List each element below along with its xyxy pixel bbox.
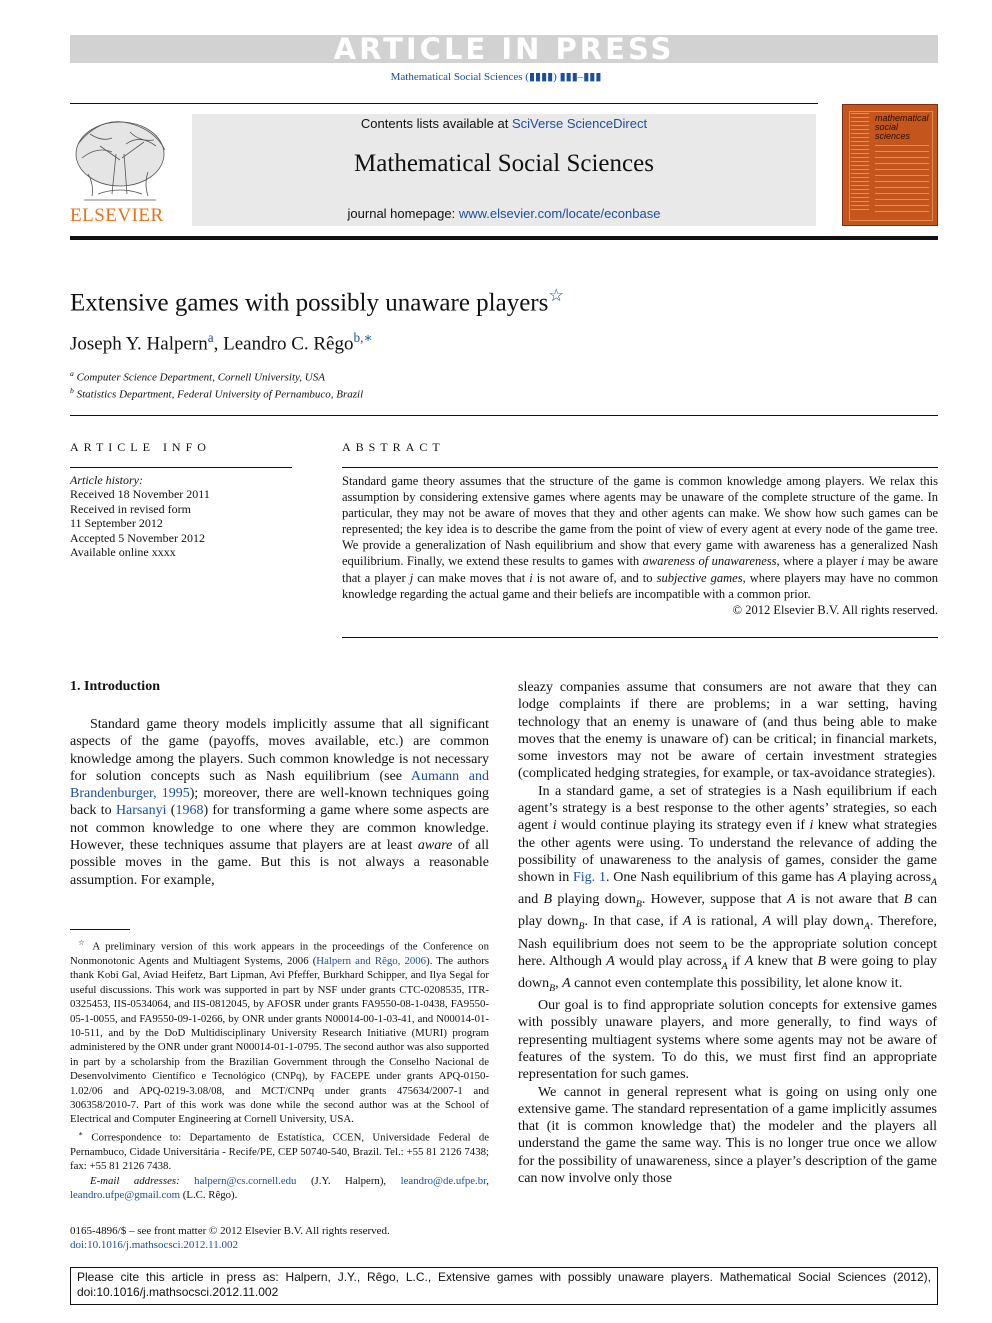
text-run: cannot even contemplate this possibility, let alone know it.: [570, 975, 903, 991]
history-revised-label: Received in revised form: [70, 501, 191, 516]
intro-paragraph-2: [518, 783, 937, 997]
move-across: across: [686, 953, 722, 969]
text-run: is not aware that: [795, 892, 904, 908]
move-down: down: [518, 975, 550, 991]
citation-aumann[interactable]: Aumann and Brandenburger, 1995: [70, 768, 489, 802]
intro-right-column: [518, 679, 937, 1187]
article-history: [70, 473, 210, 559]
footnote-emails: [70, 1174, 489, 1203]
author-1-affil-mark[interactable]: a: [207, 330, 214, 345]
move-across: across: [896, 870, 932, 886]
title-footnote-mark[interactable]: ☆: [548, 285, 565, 305]
text-run: if: [727, 953, 745, 969]
header-bottom-rule: [70, 236, 938, 240]
history-revised-date: 11 September 2012: [70, 516, 163, 531]
text-run: A preliminary version of this work appears in the proceedings of the Conference on Nonmonotonic Agents and Multiagent Systems, 2006 (: [70, 940, 489, 967]
history-label: Article history:: [70, 473, 143, 487]
abstract-part: may be aware that a player: [342, 554, 938, 585]
text-run: knew what strategies the other agents were using. To understand the relevance of adding the possibility of unawareness to the analysis of games, consider the game shown in: [518, 818, 937, 886]
footnote-star-mark: ☆: [78, 938, 88, 947]
var-a: A: [606, 953, 615, 969]
journal-cover-image: [842, 104, 938, 226]
text-run: . Therefore, Nash equilibrium does not seem to be the appropriate solution concept here. Although: [518, 914, 938, 969]
author-1: Joseph Y. Halpern: [70, 333, 208, 355]
article-info-rule: [70, 467, 292, 468]
text-run: were going to play: [825, 953, 937, 969]
text-run: . In that case, if: [584, 914, 683, 930]
journal-reference[interactable]: Mathematical Social Sciences (▮▮▮▮) ▮▮▮–▮▮▮: [390, 71, 602, 83]
affil-b-mark: b: [70, 386, 74, 395]
var-a: A: [744, 953, 754, 969]
history-received: Received 18 November 2011: [70, 487, 210, 502]
var-i: i: [809, 818, 814, 834]
sub-a: A: [931, 877, 938, 889]
text-run: and: [518, 892, 544, 908]
citation-halpern-rego[interactable]: Halpern and Rêgo, 2006: [316, 955, 427, 967]
intro-paragraph-1: [70, 716, 489, 889]
email-rego-gmail[interactable]: leandro.ufpe@gmail.com: [70, 1189, 181, 1202]
abstract-part: is not aware of, and to: [532, 570, 657, 585]
author-2: Leandro C. Rêgo: [223, 333, 354, 355]
text-run: (L.C. Rêgo).: [180, 1189, 238, 1202]
affil-a-mark: a: [70, 369, 74, 378]
citation-box: Please cite this article in press as: Halpern, J.Y., Rêgo, L.C., Extensive games with possibly unaware players. Mathematical Social Sciences (2012), doi:10.1016/j.mathsocsci.2012.11.002: [70, 1267, 938, 1305]
var-a: A: [562, 975, 571, 991]
text-run: ,: [486, 1174, 489, 1187]
text-run: . One Nash equilibrium of this game has: [605, 870, 838, 886]
sub-a: A: [863, 921, 870, 933]
intro-paragraph-1-cont: sleazy companies assume that consumers are not aware that they can lodge complaints if there are problems; in a war setting, having technology that an enemy is unaware of (and thus being able to make moves that the enemy is unaware of) can be critical; in financial markets, some investors may not be aware of certain investment strategies (complicated hedging strategies, for example, or tax-avoidance strategies).: [518, 680, 937, 782]
var-i: i: [552, 818, 557, 834]
abstract-bottom-rule: [342, 637, 938, 638]
citation-harsanyi[interactable]: Harsanyi: [115, 803, 167, 819]
var-a: A: [762, 914, 772, 930]
cover-contents-column: [851, 113, 869, 213]
text-run: ,: [555, 975, 563, 991]
footnote-rule: [70, 929, 130, 930]
homepage-prefix: journal homepage:: [347, 206, 459, 221]
text-run: (J.Y. Halpern),: [296, 1174, 401, 1187]
paper-title-text: Extensive games with possibly unaware players: [70, 289, 549, 317]
abstract-part: Standard game theory assumes that the structure of the game is common knowledge among players. We relax this assumption by considering extensive games where agents may be unaware of the complete structure of the game. In particular, they may not be aware of moves that they and other agents can make. We show how such games can be represented; the key idea is to describe the game from the point of view of every agent at every node of the game tree. We provide a generalization of Nash equilibrium and show that every game with awareness has a generalized Nash equilibrium. Finally, we extend these results to games with: [342, 474, 938, 569]
text-run: knew that: [753, 953, 818, 969]
contents-prefix: Contents lists available at: [360, 116, 512, 131]
cover-title: mathematical social sciences: [875, 113, 929, 141]
abstract-body: [342, 473, 938, 618]
abstract-var: i: [860, 554, 865, 569]
article-info-heading: ARTICLE INFO: [70, 440, 211, 454]
text-run: would play: [614, 953, 687, 969]
abstract-var: j: [409, 570, 414, 585]
text-run: ). The authors thank Kobi Gal, Aviad Heifetz, Bart Lipman, Avi Pfeffer, Burkhard Schipper, and Ilya Segal for useful discussions. This work was supported in part by NSF under grants CTC-0208535, ITR-0325453, IIS-0534064, and IIS-0812045, by AFOSR under grants FA9550-08-1-0438, FA9550-05-1-0055, and FA9550-09-1-0266, by ONR under grants N00014-00-1-03-41, and N00014-01-10-511, and by the DoD Multidisciplinary University Research Initiative (MURI) program administered by the ONR under grant N00014-01-1-0795. The second author was also supported in part by a scholarship from the Brazilian Government through the Conselho Nacional de Desenvolvimento Científico e Tecnológico (CNPq), by FACEPE under grants APQ-0150-1.02/06 and APQ-0219-3.08/08, and MCT/CNPq under grants 475634/2007-1 and 306358/2010-7. Part of this work was done while the second author was at the School of Electrical and Computer Engineering at Cornell University, USA.: [70, 955, 489, 1126]
sub-a: A: [721, 960, 728, 972]
footnote-star: [70, 936, 489, 1127]
email-rego-ufpe[interactable]: leandro@de.ufpe.br: [400, 1174, 487, 1187]
copyright: © 2012 Elsevier B.V. All rights reserved.: [732, 602, 938, 617]
text-run: . However, suppose that: [641, 892, 787, 908]
text-run: would continue playing its strategy even if: [556, 818, 810, 834]
email-label: E-mail addresses:: [90, 1174, 195, 1187]
move-down: down: [832, 914, 864, 930]
text-run: playing: [552, 892, 605, 908]
sub-b: B: [635, 899, 642, 911]
affil-a-text: Computer Science Department, Cornell University, USA: [76, 371, 325, 384]
issn-block: [70, 1224, 390, 1252]
text-em: aware: [417, 838, 453, 854]
paper-title: [70, 285, 564, 317]
footnote-correspondence: [70, 1127, 489, 1174]
var-b: B: [903, 892, 913, 908]
abstract-part: , where players may have no common knowledge regarding the actual game and their beliefs are incompatible with a common prior.: [342, 570, 939, 601]
intro-paragraph-4: We cannot in general represent what is going on using only one extensive game. The standard representation of a game implicitly assumes that (it is common knowledge that) the modeler and the players all understand the game the same way. This is no longer true once we allow for the possibility of unawareness, since a player’s description of the game can now involve only those: [518, 1084, 937, 1186]
var-a: A: [837, 870, 847, 886]
homepage-line: [192, 206, 816, 221]
sub-b: B: [549, 982, 556, 994]
abstract-em: subjective games: [656, 570, 743, 585]
footnote-asterisk-mark: ∗: [78, 1128, 84, 1138]
article-in-press-banner: ARTICLE IN PRESS: [70, 35, 938, 63]
abstract-part: can make moves that: [413, 570, 530, 585]
affil-b-text: Statistics Department, Federal University of Pernambuco, Brazil: [76, 388, 364, 401]
intro-paragraph-3: Our goal is to find appropriate solution concepts for extensive games with possibly unaware players, and more generally, to find ways of representing multiagent systems where some agents may not be aware of features of the system. To do this, we must first find an appropriate representation for such games.: [518, 998, 937, 1083]
text-run: Standard game theory models implicitly assume that all significant aspects of the game (payoffs, moves available, etc.) are common knowledge among the players. Such common knowledge is not necessary for solution concepts such as Nash equilibrium (see: [70, 717, 489, 784]
history-accepted: Accepted 5 November 2012: [70, 530, 205, 545]
email-halpern[interactable]: halpern@cs.cornell.edu: [194, 1174, 297, 1187]
var-a: A: [682, 914, 692, 930]
author-separator: ,: [213, 333, 224, 355]
author-list: [70, 330, 372, 355]
text-run: can play: [518, 892, 938, 930]
elsevier-wordmark: ELSEVIER: [70, 205, 164, 226]
citation-harsanyi-year[interactable]: 1968: [175, 803, 204, 819]
text-run: will play: [771, 914, 833, 930]
sub-b: B: [578, 921, 585, 933]
sciencedirect-link[interactable]: SciVerse ScienceDirect: [511, 116, 648, 131]
abstract-top-rule: [342, 467, 938, 468]
cover-text-lines: [875, 145, 929, 215]
affiliation-a: [70, 369, 325, 384]
header-top-rule: [70, 103, 818, 104]
text-run: ) for transforming a game where some aspects are not common knowledge to one where they are common knowledge. However, these techniques assume that players are at least: [70, 803, 489, 854]
move-down: down: [604, 892, 636, 908]
var-b: B: [543, 892, 553, 908]
text-run: (: [166, 803, 176, 819]
text-run: Correspondence to: Departamento de Estatística, CCEN, Universidade Federal de Pernambuco, Cidade Universitária - Recife/PE, CEP 50740-540, Brazil. Tel.: +55 81 2126 7438; fax: +55 81 2126 7438.: [70, 1131, 490, 1173]
affil-rule: [70, 415, 938, 416]
doi-link[interactable]: doi:10.1016/j.mathsocsci.2012.11.002: [70, 1239, 238, 1251]
text-run: ); moreover, there are well-known techniques going back to: [70, 786, 489, 819]
text-run: is rational,: [691, 914, 763, 930]
abstract-em: awareness of unawareness: [642, 554, 777, 569]
abstract-heading: ABSTRACT: [342, 440, 445, 454]
abstract-part: , where a player: [776, 554, 861, 569]
homepage-link[interactable]: www.elsevier.com/locate/econbase: [458, 206, 661, 221]
contents-line: [192, 116, 816, 131]
history-online: Available online xxxx: [70, 545, 176, 560]
var-b: B: [817, 953, 826, 969]
journal-title: Mathematical Social Sciences: [354, 150, 654, 177]
move-down: down: [547, 914, 579, 930]
abstract-text: [342, 473, 938, 602]
text-run: In a standard game, a set of strategies is a Nash equilibrium if each agent’s strategy is a best response to the other agents’ strategies, so each agent: [518, 783, 937, 834]
abstract-var: i: [529, 570, 533, 585]
figure-1-link[interactable]: Fig. 1: [573, 870, 606, 886]
text-run: of all possible moves in the game. But this is not always a reasonable assumption. For example,: [70, 838, 489, 888]
issn-line: 0165-4896/$ – see front matter © 2012 Elsevier B.V. All rights reserved.: [70, 1225, 390, 1237]
affiliation-b: [70, 386, 363, 401]
author-2-affil-mark[interactable]: b,∗: [353, 330, 373, 345]
section-heading-introduction: 1. Introduction: [70, 679, 160, 694]
footnotes: [70, 936, 489, 1203]
intro-left-column: [70, 716, 489, 889]
text-run: playing: [846, 870, 897, 886]
var-a: A: [786, 892, 796, 908]
